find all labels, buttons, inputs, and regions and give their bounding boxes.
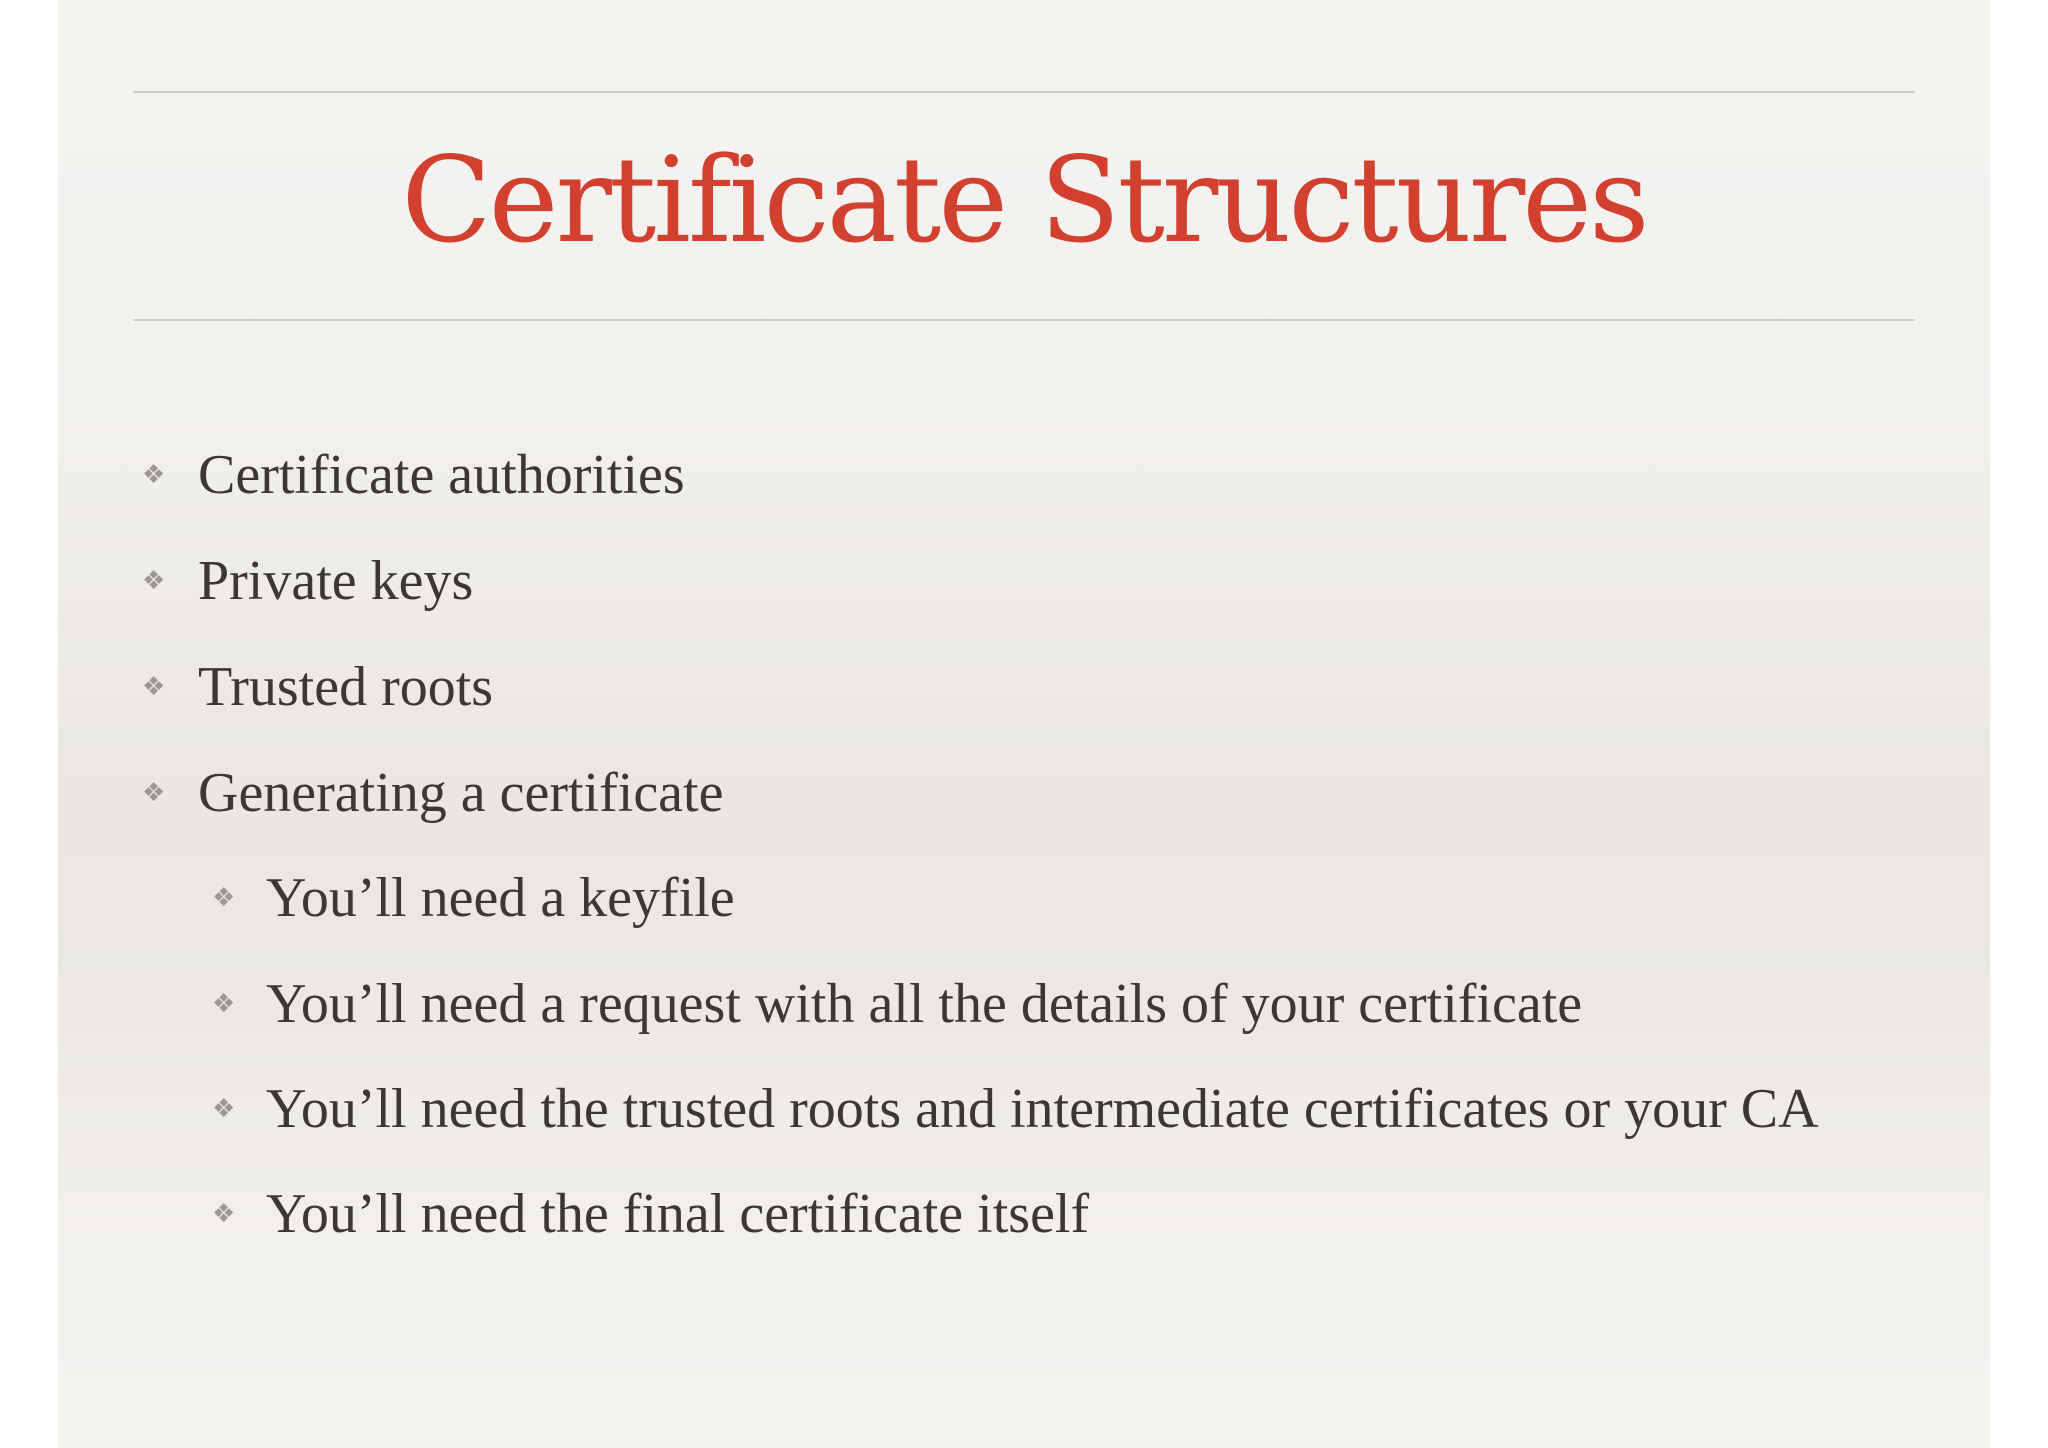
bullet-diamond-icon: ❖ bbox=[142, 460, 166, 490]
sub-bullet-item bbox=[212, 1074, 1819, 1144]
bullet-item bbox=[142, 546, 473, 616]
bullet-list bbox=[58, 0, 1990, 1448]
bullet-diamond-icon: ❖ bbox=[212, 989, 236, 1019]
bullet-diamond-icon: ❖ bbox=[142, 566, 166, 596]
bullet-item bbox=[142, 758, 723, 828]
bullet-diamond-icon: ❖ bbox=[142, 778, 166, 808]
bullet-diamond-icon: ❖ bbox=[212, 1094, 236, 1124]
bullet-text: Generating a certificate bbox=[198, 762, 724, 824]
sub-bullet-item bbox=[212, 1179, 1089, 1249]
slide bbox=[58, 0, 1990, 1448]
bullet-item bbox=[142, 652, 493, 722]
bullet-text: You’ll need the final certificate itself bbox=[266, 1183, 1090, 1245]
bullet-text: Trusted roots bbox=[198, 656, 494, 718]
sub-bullet-item bbox=[212, 863, 735, 933]
slide-title: Certificate Structures bbox=[401, 131, 1647, 269]
bullet-diamond-icon: ❖ bbox=[212, 1199, 236, 1229]
bullet-text: Certificate authorities bbox=[198, 444, 685, 506]
bullet-diamond-icon: ❖ bbox=[142, 672, 166, 702]
bullet-item bbox=[142, 440, 685, 510]
sub-bullet-item bbox=[212, 969, 1582, 1039]
bullet-diamond-icon: ❖ bbox=[212, 883, 236, 913]
bullet-text: You’ll need the trusted roots and intermediate certificates or your CA bbox=[266, 1078, 1819, 1140]
bullet-text: You’ll need a keyfile bbox=[266, 867, 735, 929]
bullet-text: You’ll need a request with all the details of your certificate bbox=[266, 973, 1583, 1035]
bullet-text: Private keys bbox=[198, 550, 474, 612]
